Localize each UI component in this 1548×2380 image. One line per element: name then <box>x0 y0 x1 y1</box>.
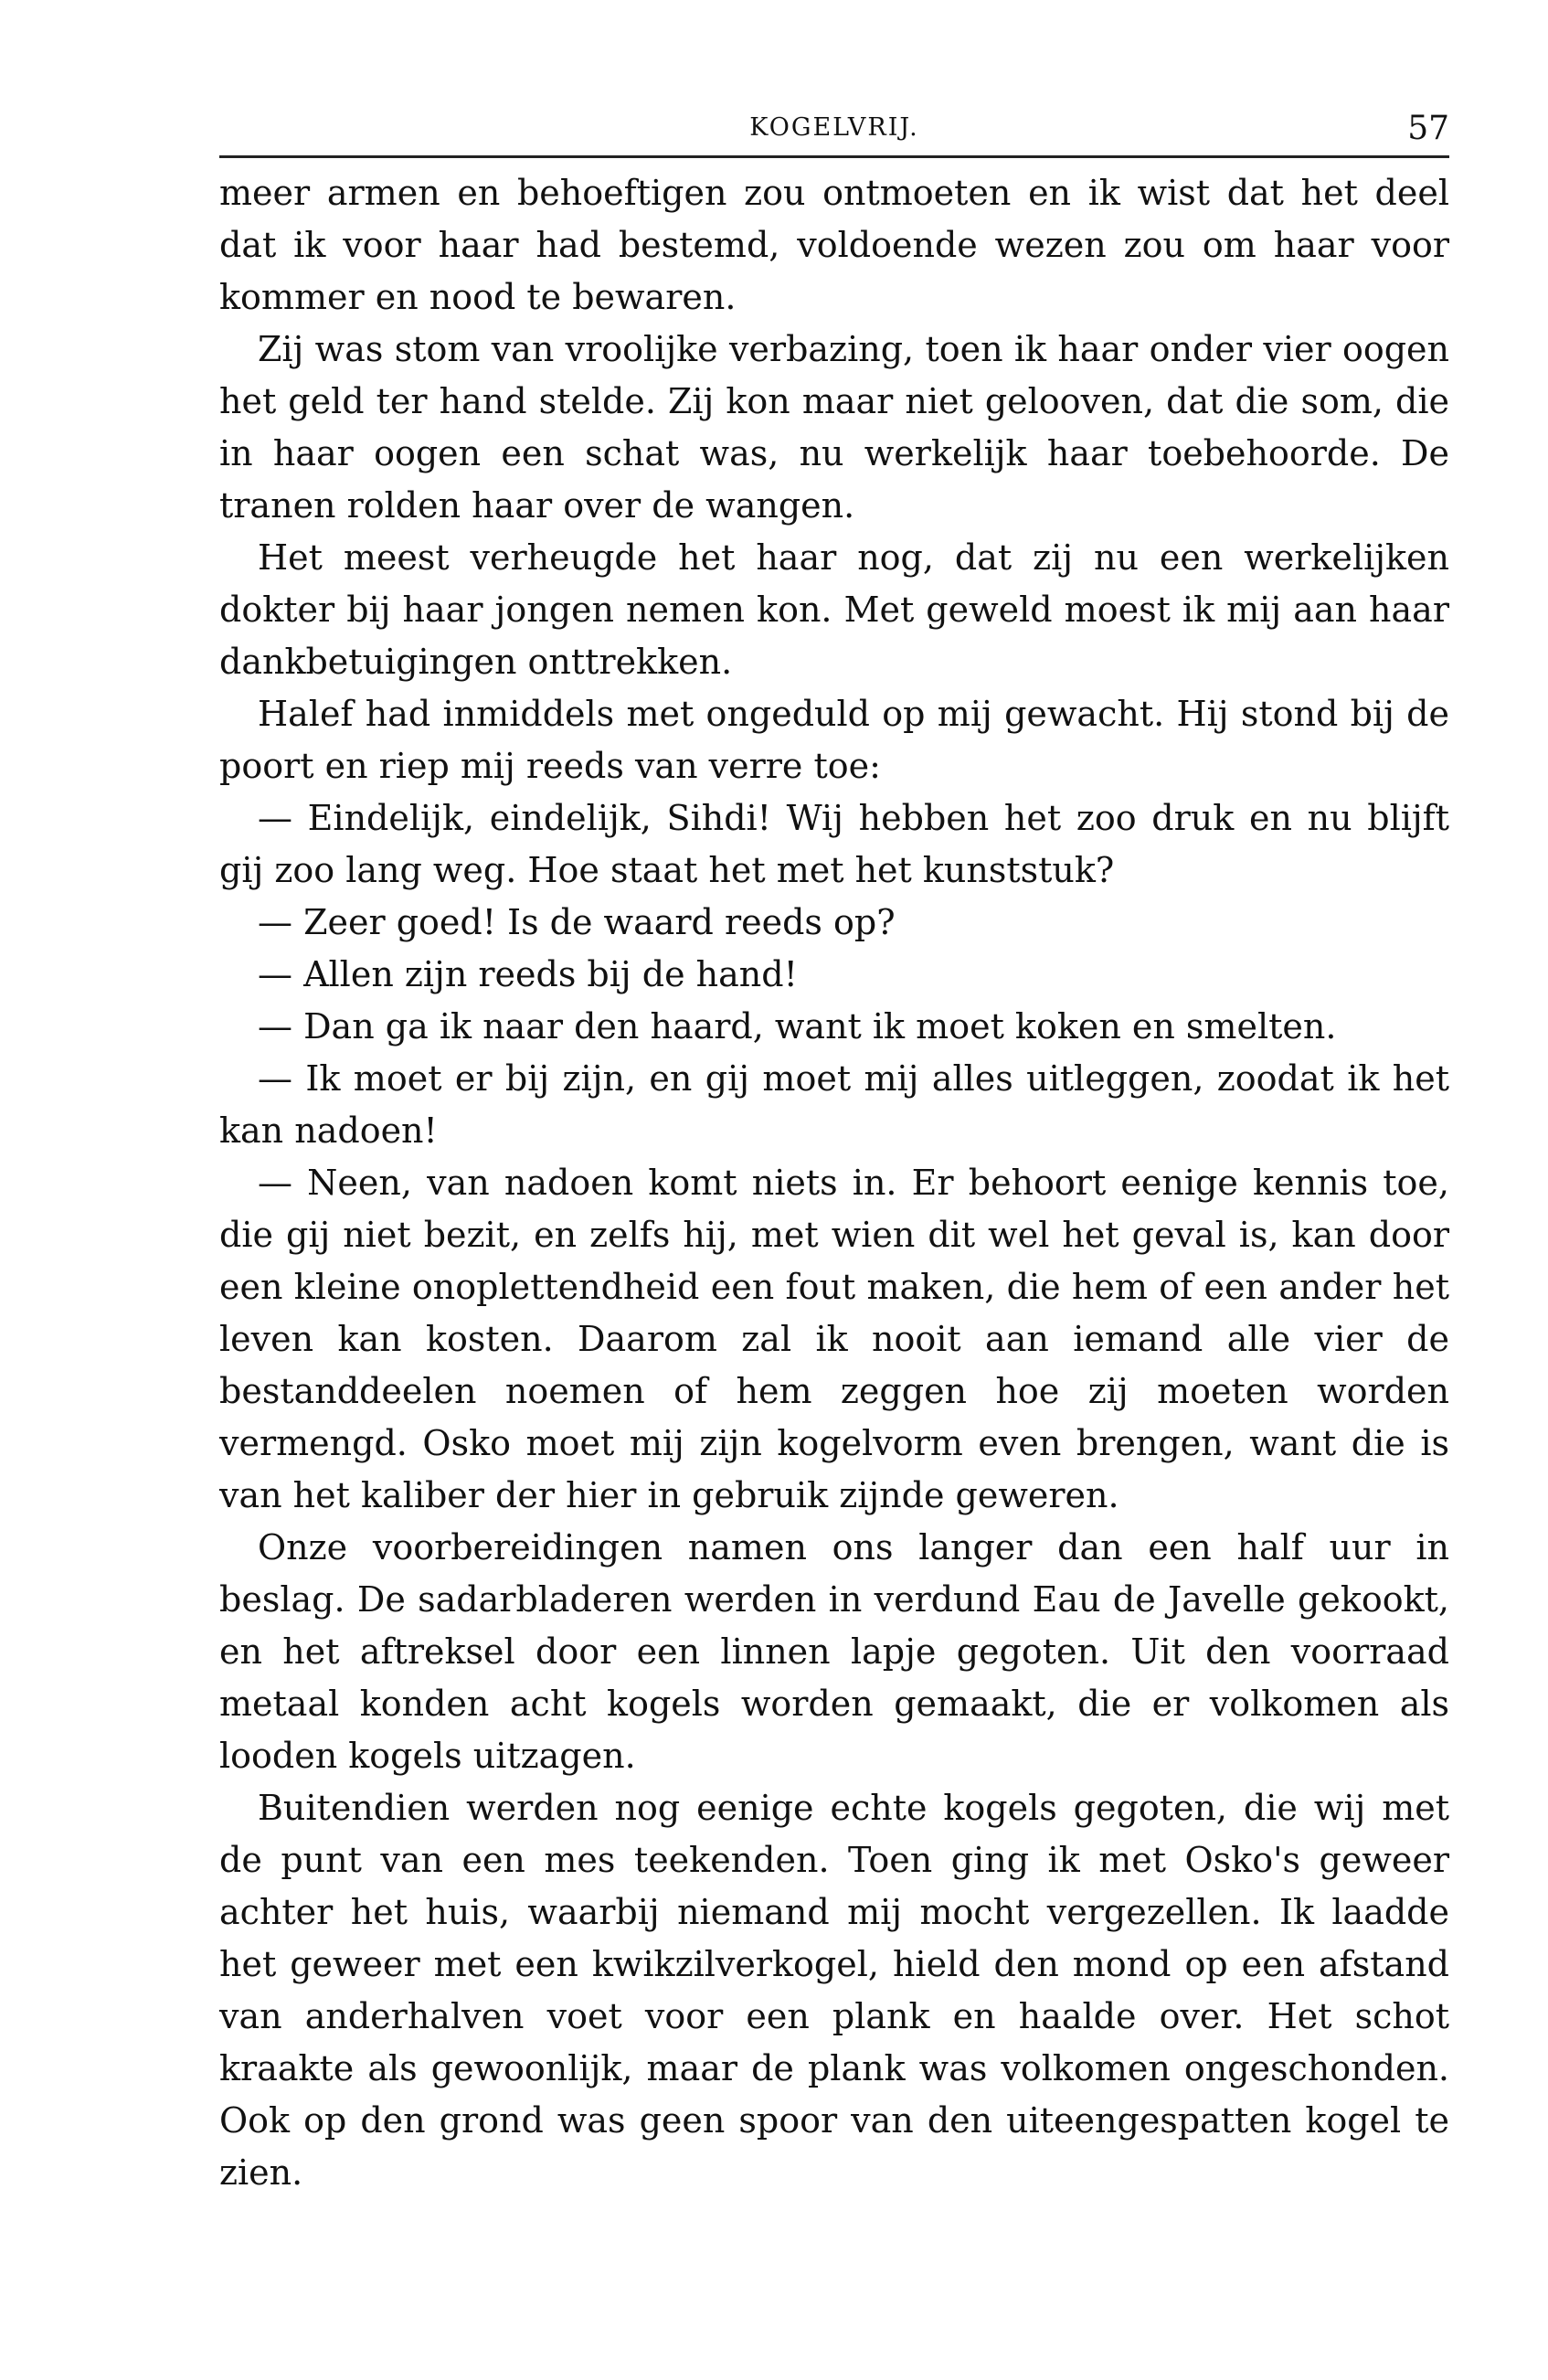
dialogue-line: — Ik moet er bij zijn, en gij moet mij alles uitleggen, zoodat ik het kan nadoen! <box>219 1058 1449 1151</box>
book-page <box>219 101 1449 2199</box>
dialogue-line: — Dan ga ik naar den haard, want ik moet koken en smelten. <box>258 1006 1337 1047</box>
paragraph: Halef had inmiddels met ongeduld op mij gewacht. Hij stond bij de poort en riep mij reeds van verre toe: <box>219 694 1449 786</box>
page-number: 57 <box>1407 110 1449 147</box>
paragraph: meer armen en behoeftigen zou ontmoeten en ik wist dat het deel dat ik voor haar had bestemd, voldoende wezen zou om haar voor kommer en nood te bewaren. <box>219 173 1449 317</box>
dialogue-line: — Eindelijk, eindelijk, Sihdi! Wij hebben het zoo druk en nu blijft gij zoo lang weg. Hoe staat het met het kunststuk? <box>219 798 1449 890</box>
paragraph: Buitendien werden nog eenige echte kogels gegoten, die wij met de punt van een mes teekenden. Toen ging ik met Osko's geweer achter het huis, waarbij niemand mij mocht vergezellen. Ik laadde het geweer met een kwikzilverkogel, hield den mond op een afstand van anderhalven voet voor een plank en haalde over. Het schot kraakte als gewoonlijk, maar de plank was volkomen ongeschonden. Ook op den grond was geen spoor van den uiteengespatten kogel te zien. <box>219 1788 1449 2193</box>
dialogue-line: — Allen zijn reeds bij de hand! <box>258 954 798 994</box>
body-text <box>219 167 1449 2199</box>
page-header <box>219 101 1449 158</box>
dialogue-line: — Neen, van nadoen komt niets in. Er behoort eenige kennis toe, die gij niet bezit, en zelfs hij, met wien dit wel het geval is, kan door een kleine onoplettendheid een fout maken, die hem of een ander het leven kan kosten. Daarom zal ik nooit aan iemand alle vier de bestanddeelen noemen of hem zeggen hoe zij moeten worden vermengd. Osko moet mij zijn kogelvorm even brengen, want die is van het kaliber der hier in gebruik zijnde geweren. <box>219 1163 1449 1515</box>
paragraph: Het meest verheugde het haar nog, dat zij nu een werkelijken dokter bij haar jongen nemen kon. Met geweld moest ik mij aan haar dankbetuigingen onttrekken. <box>219 537 1449 682</box>
dialogue-line: — Zeer goed! Is de waard reeds op? <box>258 902 896 942</box>
paragraph: Onze voorbereidingen namen ons langer dan een half uur in beslag. De sadarbladeren werden in verdund Eau de Javelle gekookt, en het aftreksel door een linnen lapje gegoten. Uit den voorraad metaal konden acht kogels worden gemaakt, die er volkomen als looden kogels uitzagen. <box>219 1527 1449 1776</box>
running-title: KOGELVRIJ. <box>749 113 919 142</box>
paragraph: Zij was stom van vroolijke verbazing, toen ik haar onder vier oogen het geld ter hand stelde. Zij kon maar niet gelooven, dat die som, die in haar oogen een schat was, nu werkelijk haar toebehoorde. De tranen rolden haar over de wangen. <box>219 329 1449 526</box>
